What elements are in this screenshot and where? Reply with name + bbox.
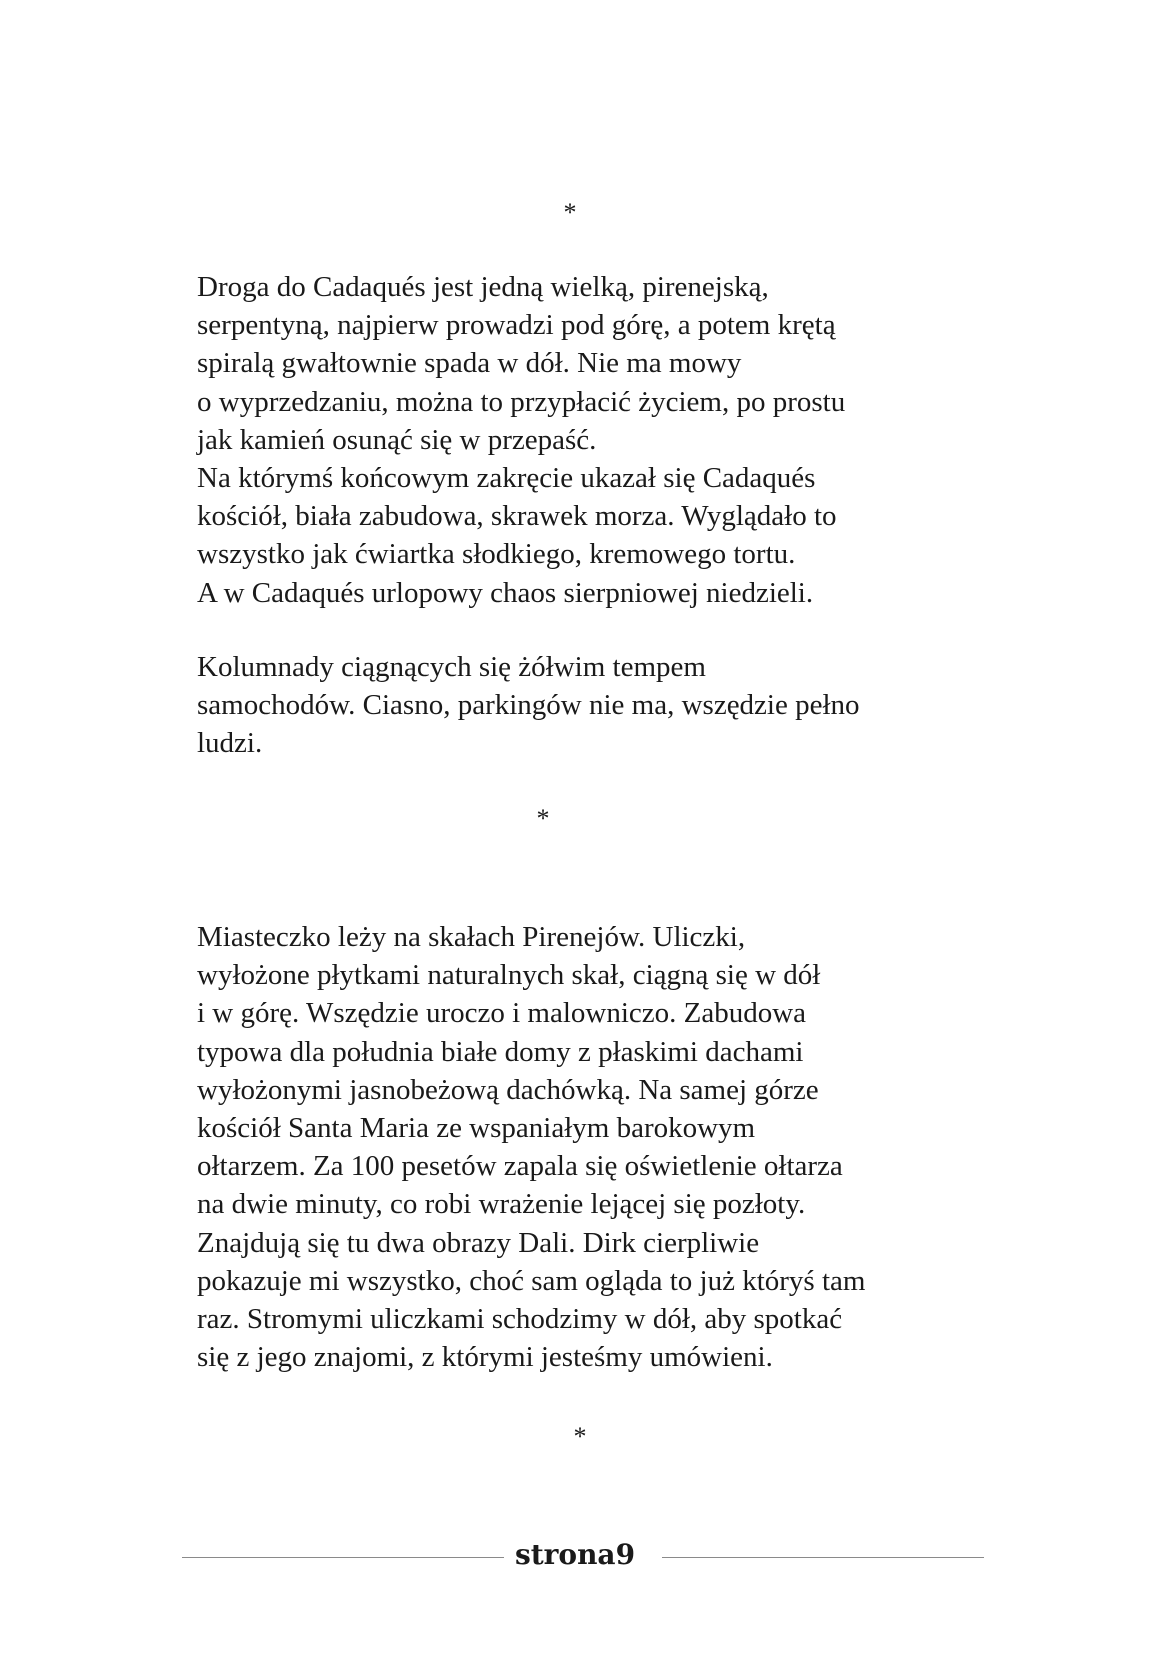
text-line: ołtarzem. Za 100 pesetów zapala się oświetlenie ołtarza (197, 1150, 843, 1183)
text-line: A w Cadaqués urlopowy chaos sierpniowej niedzieli. (197, 576, 814, 609)
text-line: kościół, biała zabudowa, skrawek morza. Wyglądało to (197, 500, 837, 533)
section-separator: * (536, 804, 550, 833)
section-separator: * (573, 1422, 587, 1451)
text-line: na dwie minuty, co robi wrażenie lejącej się pozłoty. (197, 1188, 806, 1221)
text-line: wyłożonymi jasnobeżową dachówką. Na samej górze (197, 1073, 819, 1106)
text-line: spiralą gwałtownie spada w dół. Nie ma mowy (197, 347, 742, 380)
text-line: serpentyną, najpierw prowadzi pod górę, a potem krętą (197, 309, 836, 342)
text-line: o wyprzedzaniu, można to przypłacić życiem, po prostu (197, 385, 846, 418)
footer-rule-left (182, 1557, 504, 1558)
text-line: pokazuje mi wszystko, choć sam ogląda to już któryś tam (197, 1264, 866, 1297)
page-number: strona9 (514, 1538, 636, 1571)
text-line: jak kamień osunąć się w przepaść. (197, 423, 597, 456)
text-line: Miasteczko leży na skałach Pirenejów. Uliczki, (197, 921, 746, 953)
text-line: się z jego znajomi, z którymi jesteśmy umówieni. (197, 1341, 773, 1374)
paragraph-3 (197, 918, 997, 1376)
paragraph-1 (197, 268, 997, 612)
footer-rule-right (662, 1557, 984, 1558)
text-line: typowa dla południa białe domy z płaskimi dachami (197, 1035, 804, 1068)
text-line: Kolumnady ciągnących się żółwim tempem (197, 651, 706, 683)
section-separator: * (563, 198, 577, 227)
text-line: i w górę. Wszędzie uroczo i malowniczo. Zabudowa (197, 997, 807, 1030)
text-line: Droga do Cadaqués jest jedną wielką, pirenejską, (197, 271, 769, 303)
text-line: kościół Santa Maria ze wspaniałym barokowym (197, 1112, 756, 1145)
paragraph-2 (197, 648, 997, 763)
text-line: Na którymś końcowym zakręcie ukazał się Cadaqués (197, 462, 816, 495)
text-line: wszystko jak ćwiartka słodkiego, kremowego tortu. (197, 538, 796, 571)
text-line: wyłożone płytkami naturalnych skał, ciągną się w dół (197, 959, 821, 992)
text-line: Znajdują się tu dwa obrazy Dali. Dirk cierpliwie (197, 1226, 760, 1259)
text-line: samochodów. Ciasno, parkingów nie ma, wszędzie pełno (197, 689, 860, 722)
text-line: raz. Stromymi uliczkami schodzimy w dół, aby spotkać (197, 1303, 843, 1336)
text-line: ludzi. (197, 727, 263, 760)
